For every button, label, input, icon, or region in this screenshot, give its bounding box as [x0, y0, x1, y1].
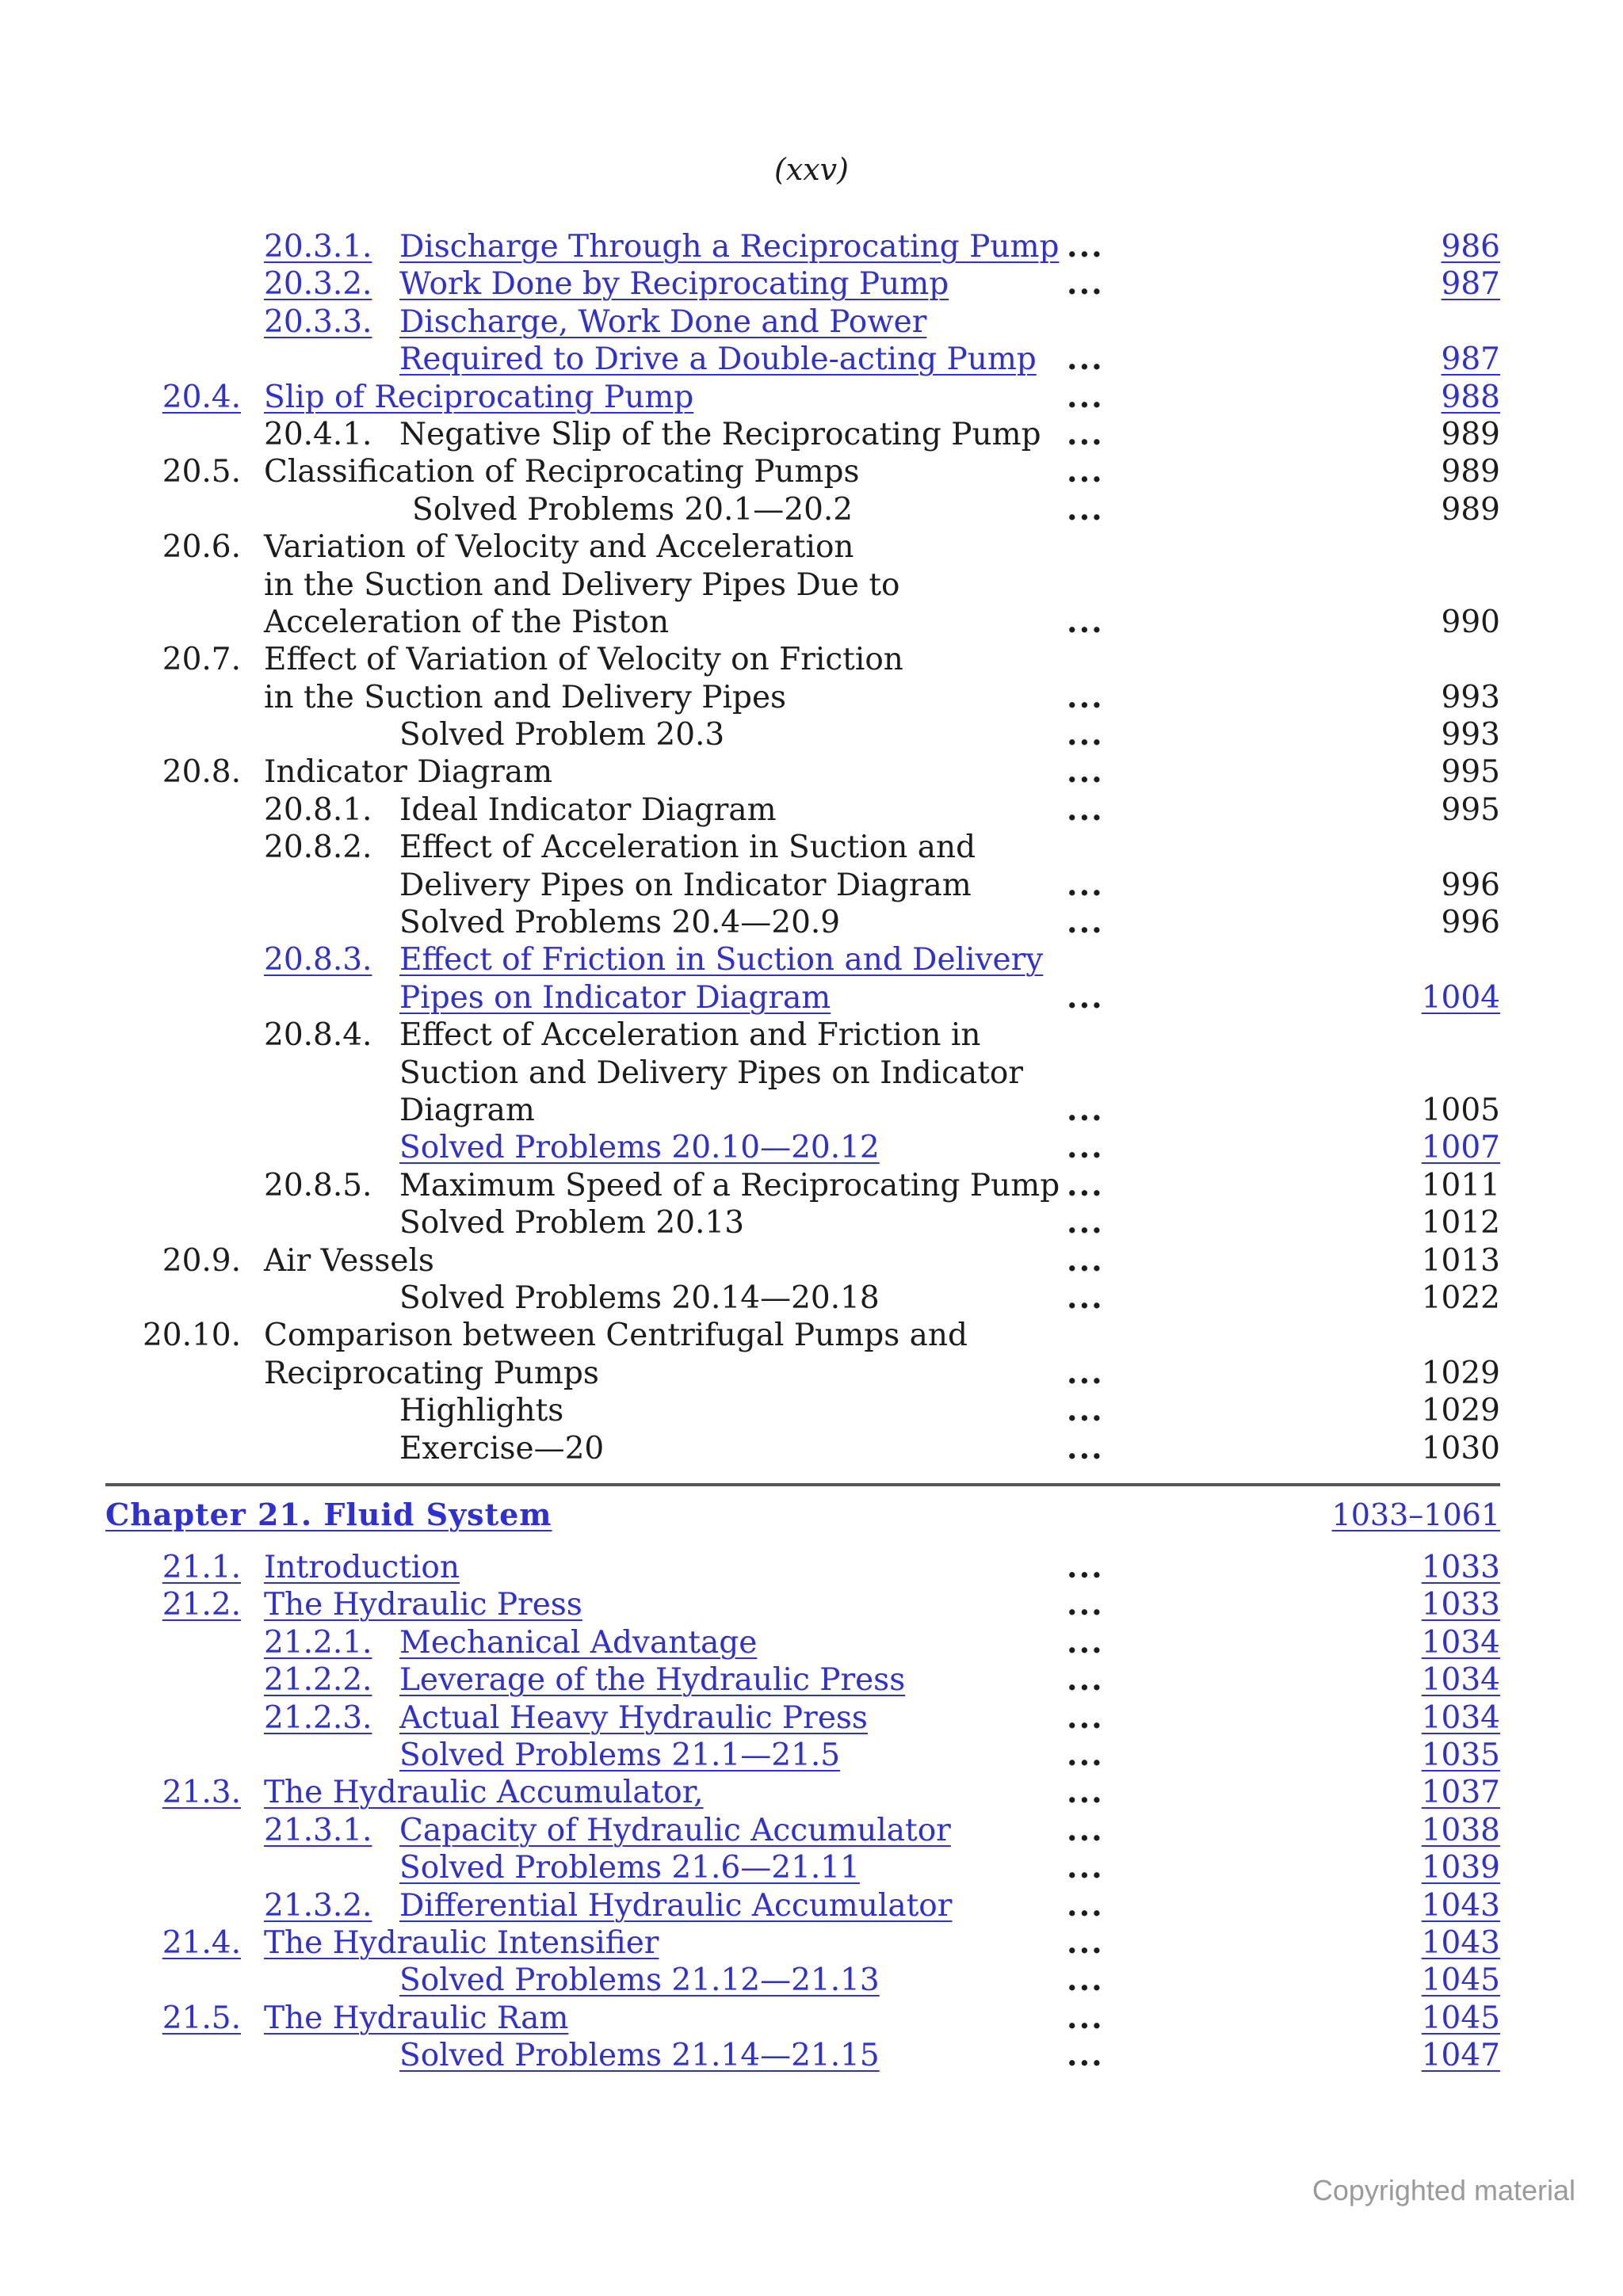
page-number: 1029: [1421, 1393, 1500, 1429]
section-number[interactable]: 21.5.: [162, 2000, 241, 2036]
leader-dots: ...: [1067, 1392, 1104, 1429]
leader-dots: ...: [1067, 716, 1104, 753]
leader-dots: ...: [1067, 1279, 1104, 1316]
toc-entry-title: Solved Problems 20.4—20.9: [399, 905, 841, 941]
page-number: 1022: [1421, 1280, 1500, 1316]
leader-dots: ...: [1067, 678, 1104, 715]
page-number-link[interactable]: 987: [1441, 266, 1500, 303]
leader-dots: ...: [1067, 2037, 1104, 2074]
leader-dots: ...: [1067, 1166, 1104, 1203]
toc-entry-title-link[interactable]: Discharge Through a Reciprocating Pump: [399, 229, 1060, 265]
toc-entry-title-link[interactable]: Required to Drive a Double-acting Pump: [399, 341, 1037, 378]
chapter-heading-row: [0, 1493, 1623, 1537]
section-number: 20.8.: [162, 754, 241, 791]
toc-entry[interactable]: [0, 1661, 1623, 1699]
toc-entry-title-link[interactable]: Solved Problems 21.1—21.5: [399, 1737, 841, 1773]
toc-entry: [0, 566, 1623, 604]
leader-dots: ...: [1067, 1811, 1104, 1848]
subsection-number[interactable]: 20.3.3.: [264, 303, 372, 340]
page-number-link[interactable]: 986: [1441, 229, 1500, 265]
page-number: 1030: [1421, 1430, 1500, 1466]
page-number: 996: [1441, 867, 1500, 903]
leader-dots: ...: [1067, 1924, 1104, 1961]
page-number: 993: [1441, 717, 1500, 753]
leader-dots: ...: [1067, 978, 1104, 1016]
toc-entry[interactable]: [0, 341, 1623, 378]
leader-dots: ...: [1067, 791, 1104, 828]
page-number: 990: [1441, 604, 1500, 640]
leader-dots: ...: [1067, 1999, 1104, 2036]
toc-entry[interactable]: [0, 1924, 1623, 1962]
toc-entry[interactable]: [0, 1699, 1623, 1737]
subsection-number[interactable]: 21.2.1.: [264, 1624, 372, 1661]
leader-dots: ...: [1067, 1586, 1104, 1623]
toc-entry: [0, 1204, 1623, 1241]
toc-entry[interactable]: [0, 1586, 1623, 1623]
toc-entry[interactable]: [0, 1812, 1623, 1849]
toc-entry[interactable]: [0, 1774, 1623, 1811]
toc-entry[interactable]: [0, 2000, 1623, 2037]
page-number-link[interactable]: 988: [1441, 379, 1500, 415]
toc-entry: [0, 753, 1623, 791]
toc-entry: [0, 1280, 1623, 1317]
toc-entry-title: Reciprocating Pumps: [264, 1355, 599, 1391]
toc-entry[interactable]: [0, 979, 1623, 1016]
toc-entry: [0, 679, 1623, 716]
toc-entry[interactable]: [0, 1887, 1623, 1924]
page-number: 1012: [1421, 1205, 1500, 1241]
section-number[interactable]: 20.4.: [162, 379, 241, 415]
toc-entry: [0, 867, 1623, 904]
leader-dots: ...: [1067, 415, 1104, 452]
leader-dots: ...: [1067, 1962, 1104, 1999]
leader-dots: ...: [1067, 1204, 1104, 1241]
section-number[interactable]: 21.2.: [162, 1587, 241, 1623]
leader-dots: ...: [1067, 1623, 1104, 1661]
toc-entry: [0, 791, 1623, 829]
page-number-link[interactable]: 1043: [1421, 1887, 1500, 1924]
toc-entry-title: Effect of Acceleration in Suction and: [399, 830, 976, 866]
toc-entry: [0, 1055, 1623, 1092]
toc-entry-title: Solved Problems 20.14—20.18: [399, 1280, 880, 1316]
subsection-number[interactable]: 21.2.3.: [264, 1699, 372, 1736]
toc-entry-title: Acceleration of the Piston: [264, 604, 670, 640]
page-number-link[interactable]: 1047: [1421, 2038, 1500, 2074]
toc-entry[interactable]: [0, 1549, 1623, 1586]
toc-entry-title: Solved Problem 20.3: [399, 717, 725, 753]
page-number-link[interactable]: 1034: [1421, 1699, 1500, 1736]
toc-entry[interactable]: [0, 228, 1623, 265]
subsection-number: 20.8.4.: [264, 1017, 372, 1054]
page-number-link[interactable]: 1034: [1421, 1662, 1500, 1699]
page-number: 989: [1441, 454, 1500, 490]
subsection-number[interactable]: 21.2.2.: [264, 1662, 372, 1699]
toc-entry-title: Negative Slip of the Reciprocating Pump: [399, 416, 1041, 452]
leader-dots: ...: [1067, 1429, 1104, 1466]
section-number[interactable]: 21.4.: [162, 1924, 241, 1961]
subsection-number: 20.8.2.: [264, 830, 372, 866]
toc-entry-title-link[interactable]: Pipes on Indicator Diagram: [399, 979, 831, 1016]
leader-dots: ...: [1067, 1661, 1104, 1699]
page-number-link[interactable]: 1033: [1421, 1550, 1500, 1585]
section-number: 20.10.: [142, 1318, 241, 1354]
toc-entry[interactable]: [0, 2037, 1623, 2074]
subsection-number[interactable]: 20.8.3.: [264, 942, 372, 978]
toc-entry: [0, 1092, 1623, 1129]
toc-entry-title-link[interactable]: Discharge, Work Done and Power: [399, 303, 927, 340]
page-number: 1013: [1421, 1242, 1500, 1279]
leader-dots: ...: [1067, 1129, 1104, 1166]
section-number: 20.7.: [162, 642, 241, 678]
page-number: 1005: [1421, 1092, 1500, 1128]
toc-entry-title: Effect of Acceleration and Friction in: [399, 1017, 981, 1054]
toc-entry-title: Effect of Variation of Velocity on Friction: [264, 642, 903, 678]
toc-entry-title: in the Suction and Delivery Pipes: [264, 679, 787, 715]
toc-entry-title-link[interactable]: Actual Heavy Hydraulic Press: [399, 1699, 868, 1736]
toc-section-chapter-21: [0, 1549, 1623, 2074]
section-number[interactable]: 21.3.: [162, 1775, 241, 1811]
toc-entry: [0, 528, 1623, 566]
toc-entry: [0, 453, 1623, 490]
toc-entry: [0, 1317, 1623, 1354]
toc-entry-title: Suction and Delivery Pipes on Indicator: [399, 1055, 1024, 1091]
toc-entry-title: Classification of Reciprocating Pumps: [264, 454, 860, 490]
toc-entry-title-link[interactable]: Capacity of Hydraulic Accumulator: [399, 1812, 951, 1848]
page-number-link[interactable]: 1043: [1421, 1924, 1500, 1961]
subsection-number[interactable]: 21.3.2.: [264, 1887, 372, 1924]
toc-entry-title-link[interactable]: Work Done by Reciprocating Pump: [399, 266, 949, 303]
page-number-roman: (xxv): [774, 152, 849, 187]
leader-dots: ...: [1067, 1886, 1104, 1924]
toc-entry-title-link[interactable]: The Hydraulic Ram: [264, 2000, 569, 2036]
toc-entry[interactable]: [0, 303, 1623, 341]
page-number: 989: [1441, 491, 1500, 528]
leader-dots: ...: [1067, 1549, 1104, 1585]
toc-entry: [0, 1430, 1623, 1467]
toc-entry-title-link[interactable]: Solved Problems 20.10—20.12: [399, 1130, 880, 1166]
page-number-link[interactable]: 1038: [1421, 1812, 1500, 1848]
page-number-link[interactable]: 1034: [1421, 1624, 1500, 1661]
leader-dots: ...: [1067, 228, 1104, 265]
toc-entry-title: Diagram: [399, 1092, 535, 1128]
toc-entry-title-link[interactable]: Leverage of the Hydraulic Press: [399, 1662, 906, 1699]
leader-dots: ...: [1067, 753, 1104, 791]
toc-entry-title: Variation of Velocity and Acceleration: [264, 529, 854, 566]
toc-entry[interactable]: [0, 1962, 1623, 1999]
toc-entry-title: Solved Problems 20.1—20.2: [412, 491, 854, 528]
leader-dots: ...: [1067, 341, 1104, 378]
leader-dots: ...: [1067, 378, 1104, 415]
toc-entry[interactable]: [0, 1849, 1623, 1886]
toc-entry-title-link[interactable]: Solved Problems 21.14—21.15: [399, 2038, 880, 2074]
toc-entry-title-link[interactable]: The Hydraulic Accumulator,: [264, 1775, 704, 1811]
copyright-notice: Copyrighted material: [1312, 2174, 1575, 2206]
toc-entry: [0, 716, 1623, 753]
toc-entry: [0, 1392, 1623, 1429]
section-number: 20.5.: [162, 454, 241, 490]
leader-dots: ...: [1067, 904, 1104, 941]
toc-entry-title: Comparison between Centrifugal Pumps and: [264, 1318, 968, 1354]
section-number: 20.6.: [162, 529, 241, 566]
leader-dots: ...: [1067, 1699, 1104, 1736]
toc-entry-title: Ideal Indicator Diagram: [399, 791, 777, 828]
toc-entry-title: Highlights: [399, 1393, 564, 1429]
toc-entry-title-link[interactable]: Introduction: [264, 1550, 460, 1585]
page-number: 995: [1441, 791, 1500, 828]
toc-entry: [0, 416, 1623, 453]
toc-entry[interactable]: [0, 941, 1623, 978]
toc-entry-title-link[interactable]: Slip of Reciprocating Pump: [264, 379, 694, 415]
page-number-link[interactable]: 1033: [1421, 1587, 1500, 1623]
toc-entry: [0, 1016, 1623, 1054]
page-number: 995: [1441, 754, 1500, 791]
toc-entry: [0, 1242, 1623, 1280]
toc-entry-title-link[interactable]: Solved Problems 21.6—21.11: [399, 1850, 860, 1886]
leader-dots: ...: [1067, 1736, 1104, 1773]
toc-entry[interactable]: [0, 1737, 1623, 1774]
subsection-number[interactable]: 21.3.1.: [264, 1812, 372, 1848]
page-number: 1029: [1421, 1355, 1500, 1391]
toc-entry[interactable]: [0, 379, 1623, 416]
toc-entry-title: in the Suction and Delivery Pipes Due to: [264, 566, 900, 603]
page-number-link[interactable]: 1004: [1421, 979, 1500, 1016]
toc-entry: [0, 641, 1623, 678]
toc-entry: [0, 1167, 1623, 1204]
toc-entry-title: Delivery Pipes on Indicator Diagram: [399, 867, 972, 903]
toc-entry-title: Solved Problem 20.13: [399, 1205, 745, 1241]
toc-entry: [0, 491, 1623, 528]
toc-entry-title: Indicator Diagram: [264, 754, 553, 791]
toc-section-chapter-20: [0, 228, 1623, 1467]
page-number-link[interactable]: 1037: [1421, 1775, 1500, 1811]
toc-entry: [0, 904, 1623, 941]
leader-dots: ...: [1067, 603, 1104, 640]
toc-entry: [0, 1355, 1623, 1392]
subsection-number: 20.8.5.: [264, 1167, 372, 1203]
leader-dots: ...: [1067, 1849, 1104, 1886]
page-number-link[interactable]: 1045: [1421, 2000, 1500, 2036]
leader-dots: ...: [1067, 1091, 1104, 1128]
chapter-21-title-link[interactable]: Chapter 21. Fluid System: [105, 1497, 552, 1532]
page-number-link[interactable]: 1045: [1421, 1962, 1500, 1999]
toc-entry-title-link[interactable]: The Hydraulic Intensifier: [264, 1924, 659, 1961]
subsection-number: 20.8.1.: [264, 791, 372, 828]
page-number: 996: [1441, 905, 1500, 941]
leader-dots: ...: [1067, 1774, 1104, 1811]
subsection-number[interactable]: 20.3.1.: [264, 229, 372, 265]
leader-dots: ...: [1067, 1241, 1104, 1279]
toc-entry[interactable]: [0, 1129, 1623, 1166]
chapter-divider: [105, 1483, 1500, 1486]
section-number[interactable]: 21.1.: [162, 1550, 241, 1585]
toc-entry-title-link[interactable]: Solved Problems 21.12—21.13: [399, 1962, 880, 1999]
page-number-link[interactable]: 987: [1441, 341, 1500, 378]
toc-entry-title-link[interactable]: Mechanical Advantage: [399, 1624, 758, 1661]
toc-entry-title-link[interactable]: Effect of Friction in Suction and Delivery: [399, 942, 1044, 978]
chapter-21-page-range-link[interactable]: 1033–1061: [1331, 1497, 1500, 1532]
page-number-link[interactable]: 1039: [1421, 1850, 1500, 1886]
toc-entry-title-link[interactable]: Differential Hydraulic Accumulator: [399, 1887, 953, 1924]
toc-entry: [0, 829, 1623, 866]
subsection-number: 20.4.1.: [264, 416, 372, 452]
toc-entry-title: Air Vessels: [264, 1242, 434, 1279]
toc-entry[interactable]: [0, 265, 1623, 303]
subsection-number[interactable]: 20.3.2.: [264, 266, 372, 303]
leader-dots: ...: [1067, 490, 1104, 528]
page-number-link[interactable]: 1035: [1421, 1737, 1500, 1773]
page-number: 993: [1441, 679, 1500, 715]
toc-entry[interactable]: [0, 1624, 1623, 1661]
leader-dots: ...: [1067, 866, 1104, 903]
leader-dots: ...: [1067, 265, 1104, 303]
section-number: 20.9.: [162, 1242, 241, 1279]
toc-entry-title-link[interactable]: The Hydraulic Press: [264, 1587, 582, 1623]
leader-dots: ...: [1067, 1354, 1104, 1391]
page-number: 989: [1441, 416, 1500, 452]
leader-dots: ...: [1067, 453, 1104, 490]
toc-entry-title: Exercise—20: [399, 1430, 605, 1466]
toc-entry: [0, 604, 1623, 641]
page-number-link[interactable]: 1007: [1421, 1130, 1500, 1166]
page-number: 1011: [1421, 1167, 1500, 1203]
toc-entry-title: Maximum Speed of a Reciprocating Pump: [399, 1167, 1060, 1203]
